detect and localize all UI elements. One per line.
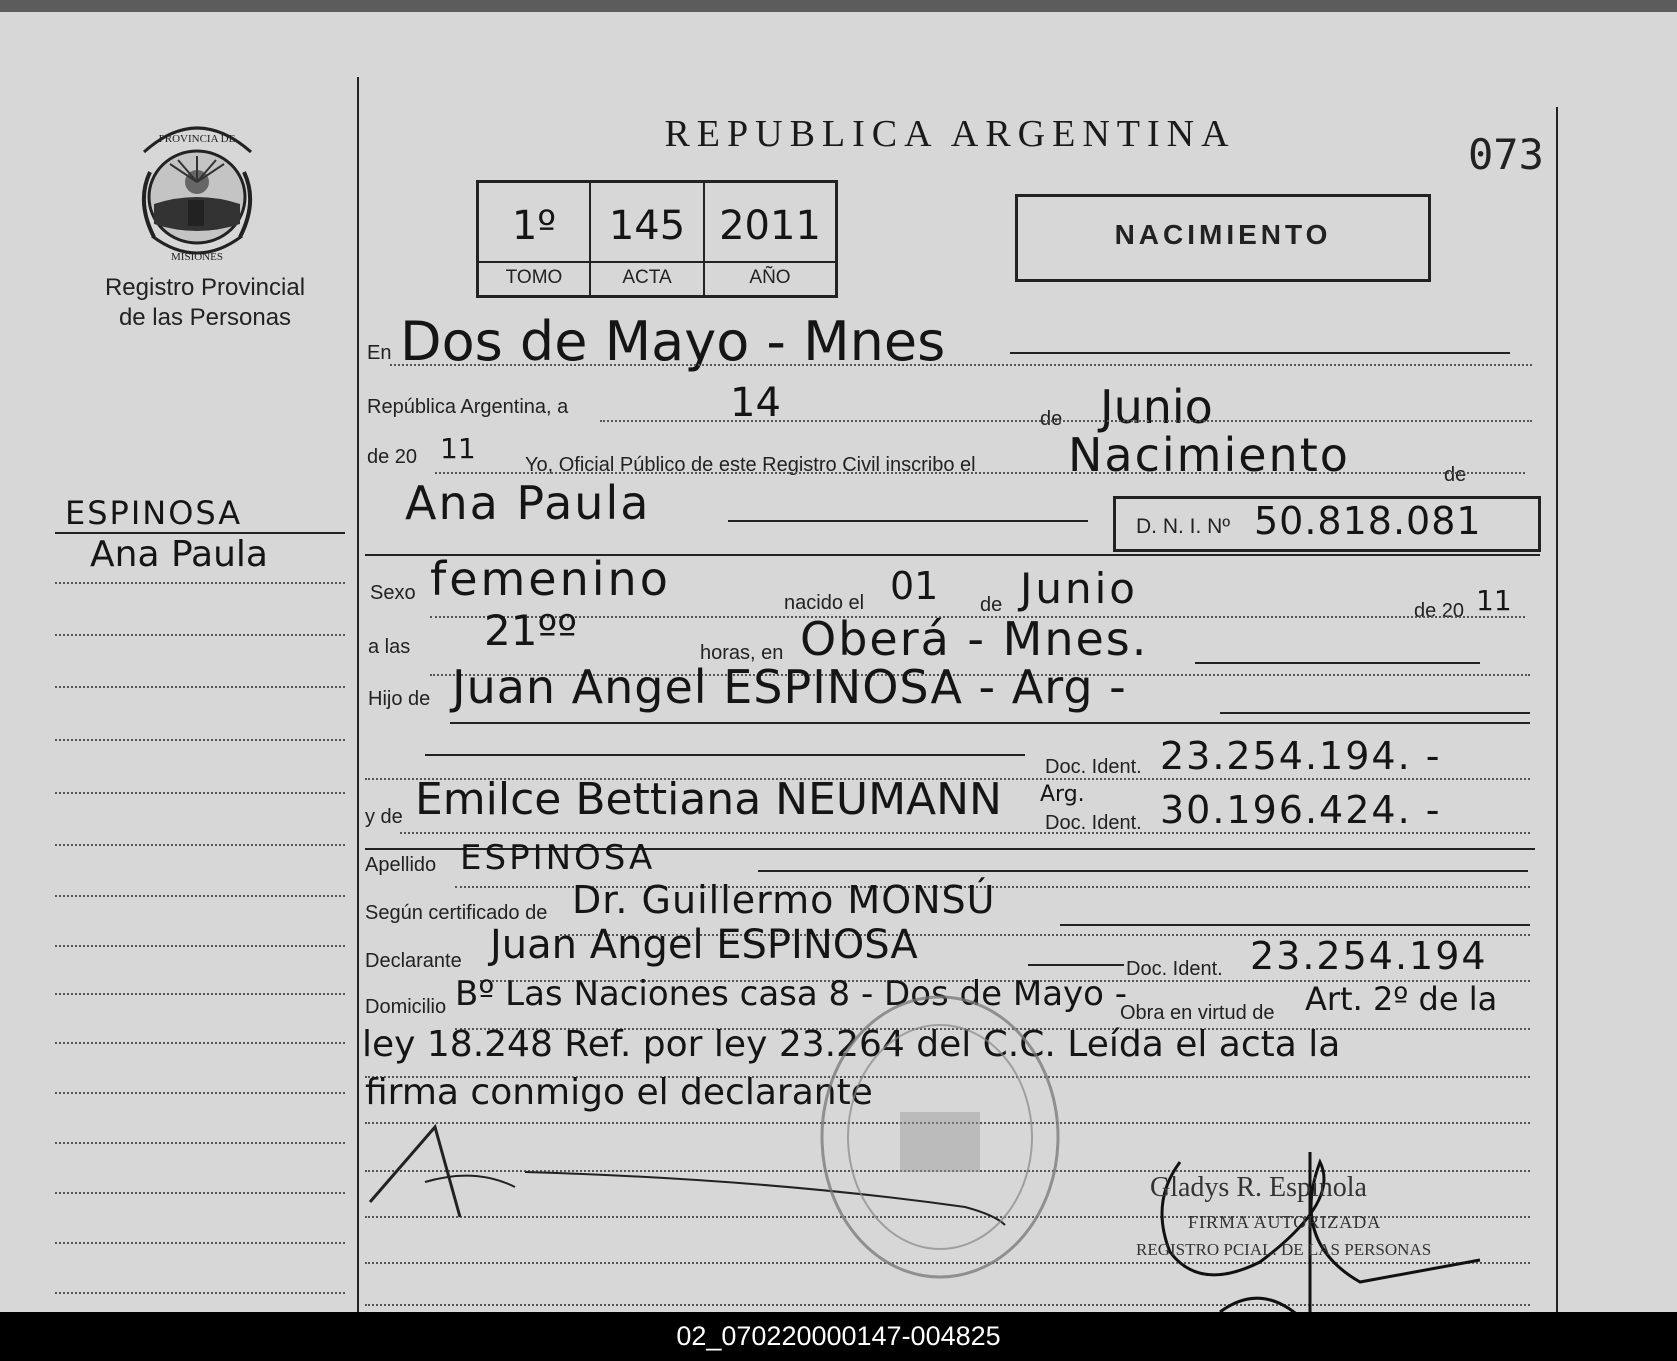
- sex-value: femenino: [430, 552, 671, 606]
- right-border: [1556, 107, 1558, 1317]
- birth-place-rule: [1195, 662, 1480, 664]
- de-label-1: de: [1040, 408, 1063, 430]
- mother-doc-value: 30.196.424. -: [1160, 788, 1442, 832]
- acta-label: ACTA: [622, 267, 672, 288]
- continuation-line-1: ley 18.248 Ref. por ley 23.264 del C.C. Leída el acta la: [362, 1024, 1341, 1065]
- month-value: Junio: [1100, 380, 1213, 434]
- anio-label: AÑO: [749, 267, 791, 288]
- horas-label: horas, en: [700, 642, 784, 664]
- registry-name-line2: de las Personas: [118, 304, 292, 331]
- de20-label-2: de 20: [1414, 600, 1465, 622]
- act-type-value: Nacimiento: [1068, 428, 1350, 482]
- address-value: Bº Las Naciones casa 8 - Dos de Mayo -: [455, 974, 1128, 1014]
- father-rule: [1220, 712, 1530, 714]
- sexo-label: Sexo: [370, 582, 416, 604]
- doctor-rule: [1060, 924, 1530, 926]
- apellido-label: Apellido: [365, 854, 437, 876]
- year-suffix: 11: [440, 432, 476, 465]
- declarant-doc-value: 23.254.194: [1250, 934, 1488, 978]
- doctor-value: Dr. Guillermo MONSÚ: [572, 878, 996, 922]
- obra-label: Obra en virtud de: [1120, 1002, 1275, 1024]
- nacido-label: nacido el: [784, 592, 865, 614]
- birth-hour-value: 21ºº: [484, 606, 578, 655]
- birth-month-value: Junio: [1020, 564, 1138, 613]
- signer-title: FIRMA AUTORIZADA: [1188, 1212, 1382, 1232]
- continuation-line-2: firma conmigo el declarante: [365, 1072, 873, 1113]
- mother-value: Emilce Bettiana NEUMANN: [415, 774, 1002, 825]
- oficial-dotted-line: [435, 472, 1525, 474]
- name-value: Ana Paula: [405, 476, 651, 530]
- country-heading: REPUBLICA ARGENTINA: [664, 113, 1236, 155]
- birth-place-value: Oberá - Mnes.: [800, 612, 1149, 666]
- acta-value: 145: [608, 203, 686, 249]
- birth-certificate-page: [0, 12, 1677, 1312]
- province-seal-icon: [130, 112, 265, 272]
- de20-label: de 20: [367, 446, 418, 468]
- mother-nationality: Arg.: [1040, 782, 1085, 807]
- birth-year-suffix: 11: [1476, 584, 1512, 617]
- day-value: 14: [730, 380, 781, 426]
- seal-text-top: PROVINCIA DE: [158, 133, 236, 145]
- father-line: [450, 722, 1530, 724]
- birth-day-value: 01: [890, 564, 939, 608]
- declarant-value: Juan Angel ESPINOSA: [490, 922, 918, 968]
- father-doc-value: 23.254.194. -: [1160, 734, 1442, 778]
- mother-dotted-line: [400, 832, 1530, 834]
- signer-office: REGISTRO PCIAL. DE LAS PERSONAS: [1136, 1240, 1432, 1259]
- hijo-label: Hijo de: [368, 688, 431, 710]
- father-continuation-rule: [425, 754, 1025, 756]
- margin-surname: ESPINOSA: [65, 494, 243, 532]
- place-value: Dos de Mayo - Mnes: [400, 310, 946, 373]
- surname-value: ESPINOSA: [460, 838, 656, 878]
- father-value: Juan Angel ESPINOSA - Arg -: [452, 660, 1127, 714]
- republica-label: República Argentina, a: [367, 396, 569, 418]
- yde-label: y de: [365, 806, 403, 828]
- anio-value: 2011: [719, 203, 821, 249]
- name-rule: [728, 520, 1088, 522]
- doc-ident-label-1: Doc. Ident.: [1045, 756, 1142, 778]
- doc-ident-label-2: Doc. Ident.: [1045, 812, 1142, 834]
- domicilio-label: Domicilio: [365, 996, 447, 1018]
- en-label: En: [367, 342, 392, 364]
- article-value: Art. 2º de la: [1305, 980, 1498, 1018]
- dni-value: 50.818.081: [1254, 499, 1482, 543]
- date-dotted-line: [600, 420, 1532, 422]
- declarant-rule: [1028, 964, 1124, 966]
- signer-name: Gladys R. Espinola: [1150, 1172, 1367, 1203]
- de-label-2: de: [1444, 464, 1467, 486]
- place-dotted-line: [390, 364, 1532, 366]
- place-rule: [1010, 352, 1510, 354]
- dni-box: [1113, 496, 1541, 552]
- record-type-box: [1015, 194, 1431, 282]
- dni-label: D. N. I. Nº: [1136, 515, 1231, 538]
- segun-label: Según certificado de: [365, 902, 548, 924]
- scan-footer-code: 02_070220000147-004825: [0, 1312, 1677, 1361]
- official-stamp-icon: [810, 982, 1070, 1292]
- margin-given-names: Ana Paula: [90, 534, 268, 575]
- de-label-3: de: [980, 594, 1003, 616]
- surname-rule: [758, 870, 1528, 872]
- record-type: NACIMIENTO: [1114, 219, 1332, 250]
- declarante-label: Declarante: [365, 950, 462, 972]
- doc-ident-label-3: Doc. Ident.: [1126, 958, 1223, 980]
- tomo-label: TOMO: [505, 267, 563, 288]
- seal-text-bottom: MISIONES: [171, 251, 223, 263]
- registry-name-line1: Registro Provincial: [104, 274, 306, 301]
- yo-oficial-label: Yo, Oficial Público de este Registro Civil inscribo el: [525, 454, 976, 476]
- register-table: [476, 180, 838, 298]
- page-number: 073: [1468, 130, 1544, 179]
- column-divider: [357, 77, 359, 1317]
- alas-label: a las: [368, 636, 411, 658]
- tomo-value: 1º: [511, 203, 557, 249]
